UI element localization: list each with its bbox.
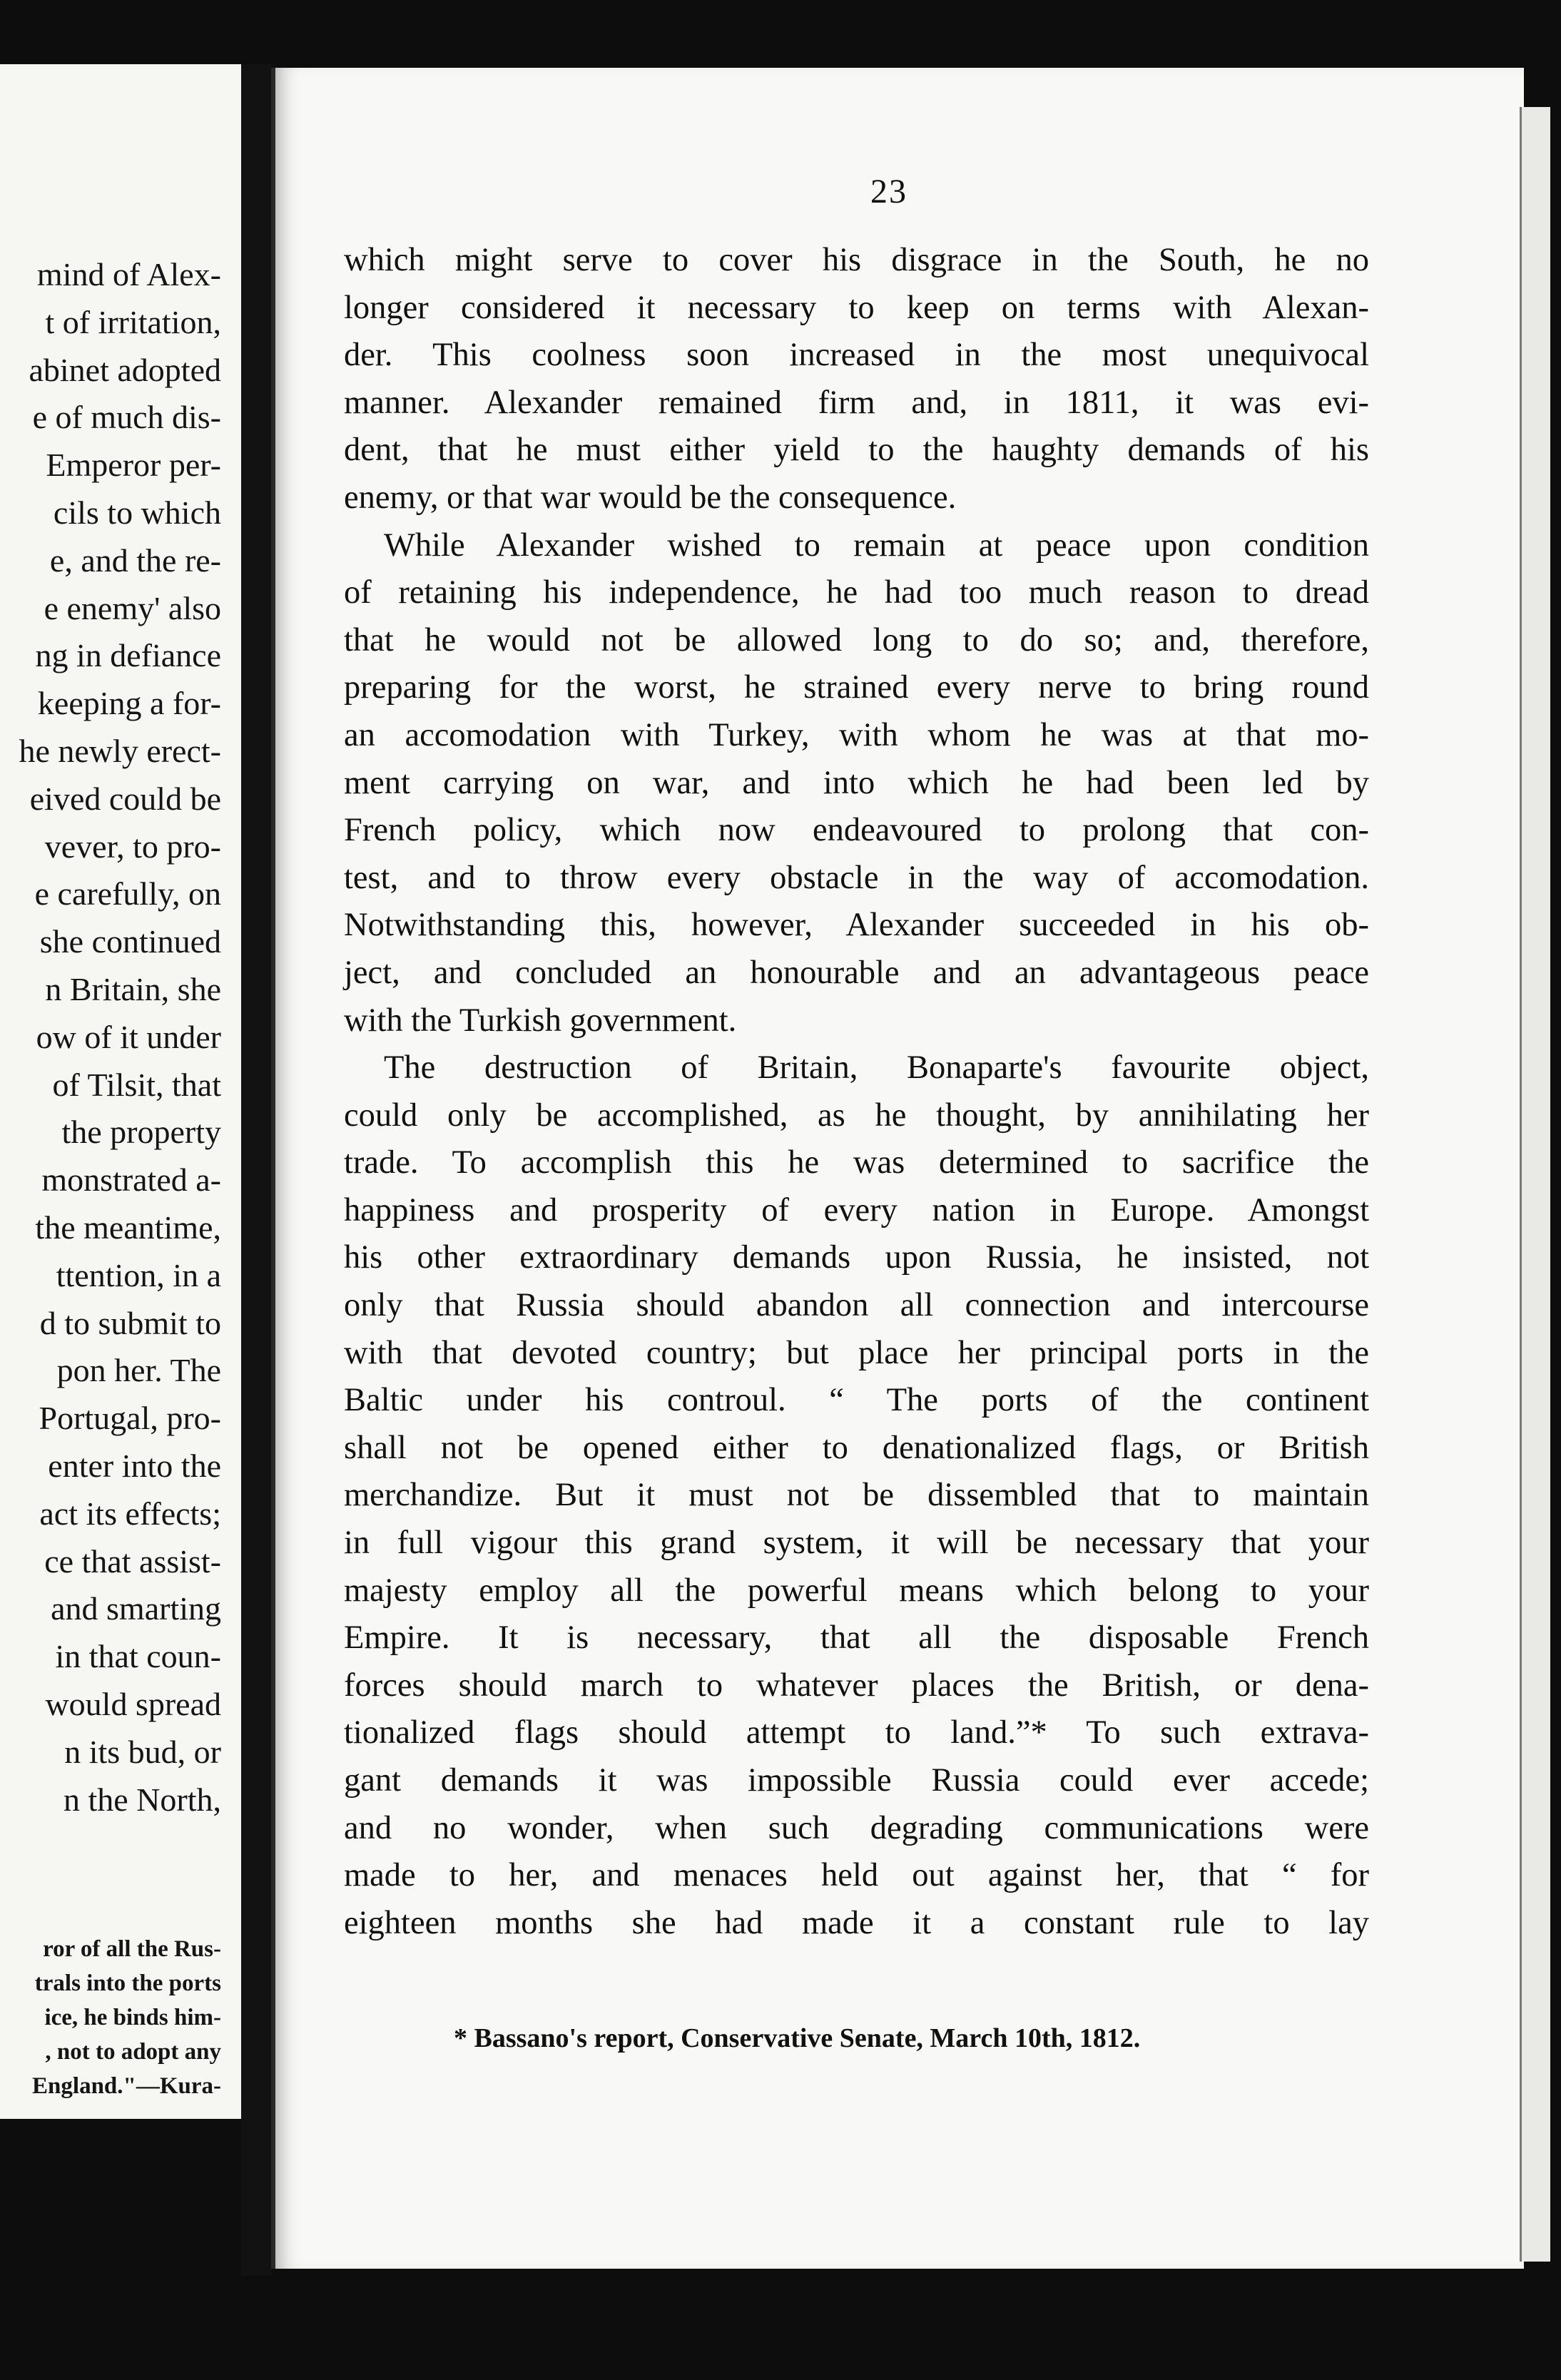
text-line: with that devoted country; but place her principal ports in the [344,1334,1369,1371]
text-line: dent, that he must either yield to the haughty demands of his [344,432,1369,469]
text-line: eighteen months she had made it a constant rule to lay [344,1904,1369,1941]
left-page-line: t of irritation, [45,303,221,340]
page-edge [1520,107,1550,2262]
text-line: French policy, which now endeavoured to prolong that con- [344,812,1369,849]
left-page-footnote [0,1932,221,2103]
left-page-line: Portugal, pro- [39,1400,221,1437]
text-line: tionalized flags should attempt to land.”* To such extrava- [344,1714,1369,1751]
left-page-line: cils to which [53,494,221,531]
left-page-line: ttention, in a [56,1256,221,1293]
left-page-line: e enemy' also [44,589,221,626]
text-line: Notwithstanding this, however, Alexander succeeded in his ob- [344,907,1369,944]
text-line: happiness and prosperity of every nation in Europe. Amongst [344,1191,1369,1229]
text-line: his other extraordinary demands upon Russia, he insisted, not [344,1239,1369,1276]
left-page-line: e of much dis- [32,399,221,436]
left-page-footnote-line: ice, he binds him- [44,2005,221,2030]
right-page [271,68,1524,2269]
left-page-footnote-line: England."—Kura- [32,2073,221,2099]
text-line: with the Turkish government. [344,1002,737,1039]
text-line: ject, and concluded an honourable and an advantageous peace [344,954,1369,991]
left-page-line: she continued [39,923,221,960]
left-page-line: enter into the [48,1447,221,1484]
text-line: test, and to throw every obstacle in the way of accomodation. [344,859,1369,896]
left-page-line: of Tilsit, that [52,1066,221,1103]
text-line: and no wonder, when such degrading communications were [344,1809,1369,1846]
left-page-line: n Britain, she [45,970,221,1007]
left-page-line: act its effects; [39,1495,221,1532]
footnote: * Bassano's report, Conservative Senate, March 10th, 1812. [454,2023,1141,2053]
left-page-line: mind of Alex- [36,256,221,293]
left-page-line: would spread [45,1685,221,1722]
left-page-line: and smarting [51,1590,221,1627]
text-line: majesty employ all the powerful means which belong to your [344,1572,1369,1609]
text-line: that he would not be allowed long to do so; and, therefore, [344,621,1369,658]
text-line: Empire. It is necessary, that all the disposable French [344,1619,1369,1657]
text-line: made to her, and menaces held out against her, that “ for [344,1857,1369,1894]
text-line: forces should march to whatever places the British, or dena- [344,1667,1369,1704]
left-page-footnote-line: , not to adopt any [45,2039,221,2065]
left-page-line: e carefully, on [34,875,221,912]
text-line: of retaining his independence, he had too much reason to dread [344,574,1369,611]
left-page-line: vever, to pro- [44,828,221,865]
left-page-line: n the North, [63,1781,221,1818]
left-page-line: ce that assist- [44,1542,221,1580]
left-page-line: monstrated a- [41,1161,221,1199]
text-line: trade. To accomplish this he was determined to sacrifice the [344,1144,1369,1181]
text-line: shall not be opened either to denationalized flags, or British [344,1429,1369,1466]
body-text [344,237,1369,1947]
left-page-line: n its bud, or [64,1733,221,1770]
text-line: While Alexander wished to remain at peace upon condition [384,527,1369,564]
left-page-line: ow of it under [36,1018,221,1055]
left-page-line: e, and the re- [49,541,221,579]
text-line: der. This coolness soon increased in the most unequivocal [344,337,1369,374]
left-page-line: Emperor per- [46,447,221,484]
text-line: The destruction of Britain, Bonaparte's favourite object, [384,1049,1369,1087]
left-page-line: the meantime, [35,1209,221,1246]
text-line: Baltic under his controul. “ The ports of the continent [344,1382,1369,1419]
page-number: 23 [870,173,907,210]
book-gutter [241,64,271,2276]
text-line: could only be accomplished, as he thought, by annihilating her [344,1097,1369,1134]
text-line: an accomodation with Turkey, with whom he was at that mo- [344,716,1369,753]
left-page-line: pon her. The [56,1352,221,1389]
left-page-line: keeping a for- [37,685,221,722]
left-page-footnote-line: ror of all the Rus- [43,1936,221,1962]
text-line: only that Russia should abandon all connection and intercourse [344,1287,1369,1324]
text-line: merchandize. But it must not be dissembled that to maintain [344,1477,1369,1514]
text-line: ment carrying on war, and into which he had been led by [344,764,1369,801]
left-page-footnote-line: trals into the ports [34,1970,221,1996]
text-line: gant demands it was impossible Russia could ever accede; [344,1762,1369,1799]
text-line: preparing for the worst, he strained every nerve to bring round [344,669,1369,706]
left-page-line: ng in defiance [35,637,221,674]
text-line: manner. Alexander remained firm and, in 1811, it was evi- [344,384,1369,421]
left-page-line: abinet adopted [29,351,221,388]
left-page [0,64,243,2119]
text-line: enemy, or that war would be the consequence. [344,479,957,516]
left-page-text [0,251,221,1824]
left-page-line: in that coun- [55,1638,221,1675]
text-line: which might serve to cover his disgrace in the South, he no [344,242,1369,278]
left-page-line: eived could be [29,780,221,817]
left-page-line: d to submit to [39,1304,221,1341]
left-page-line: the property [61,1114,221,1151]
text-line: in full vigour this grand system, it will be necessary that your [344,1525,1369,1562]
left-page-line: he newly erect- [19,732,221,769]
text-line: longer considered it necessary to keep on terms with Alexan- [344,289,1369,326]
